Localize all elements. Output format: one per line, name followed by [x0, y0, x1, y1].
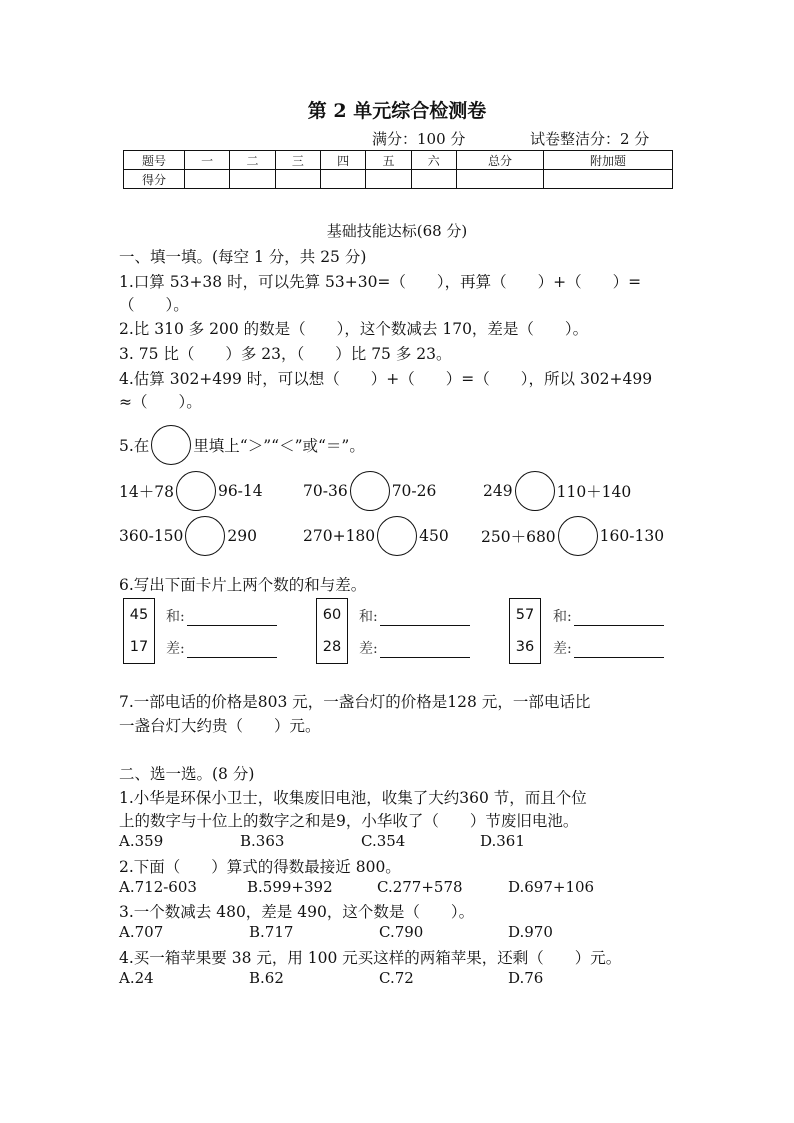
choice-2: 2.下面（ ）算式的得数最接近 800。 — [119, 858, 401, 876]
score-cell[interactable] — [456, 170, 543, 189]
score-cell[interactable] — [275, 170, 320, 189]
option[interactable]: A.712-603 — [119, 878, 197, 896]
diff-blank[interactable] — [166, 638, 277, 658]
number-card — [316, 598, 348, 664]
score-cell[interactable] — [411, 170, 456, 189]
compare-item — [119, 471, 263, 511]
question-4-line-1: 4.估算 302+499 时，可以想（ ）+（ ）=（ ），所以 302+499 — [119, 370, 653, 388]
sum-label: 和: — [166, 609, 185, 625]
compare-left: 250＋680 — [481, 528, 556, 546]
clean-score: 试卷整洁分：2 分 — [530, 130, 650, 148]
diff-label: 差: — [166, 641, 185, 657]
choice-1-line-1: 1.小华是环保小卫士，收集废旧电池，收集了大约360 节，而且个位 — [119, 789, 587, 807]
number-card — [123, 598, 155, 664]
score-table-row — [124, 170, 673, 189]
option[interactable]: D.76 — [508, 969, 544, 987]
compare-right: 160-130 — [599, 527, 665, 545]
part2-heading: 二、选一选。(8 分) — [119, 765, 255, 783]
score-cell[interactable] — [185, 170, 230, 189]
compare-answer-circle[interactable] — [350, 471, 390, 511]
option[interactable]: B.717 — [249, 923, 294, 941]
sum-label: 和: — [553, 609, 572, 625]
compare-right: 110＋140 — [556, 483, 632, 501]
option[interactable]: C.72 — [379, 969, 414, 987]
score-header-cell: 题号 — [124, 151, 185, 170]
compare-answer-circle[interactable] — [515, 471, 555, 511]
compare-left: 249 — [483, 482, 513, 500]
compare-left: 70-36 — [303, 482, 348, 500]
compare-item — [481, 516, 664, 556]
compare-answer-circle[interactable] — [185, 516, 225, 556]
option[interactable]: A.24 — [119, 969, 154, 987]
question-1-line-2: （ ）。 — [119, 296, 189, 314]
question-1-line-1: 1.口算 53+38 时，可以先算 53+30=（ ），再算（ ）+（ ）= — [119, 273, 642, 291]
option[interactable]: D.970 — [508, 923, 553, 941]
option[interactable]: C.354 — [361, 832, 406, 850]
sum-blank[interactable] — [359, 606, 470, 626]
score-header-cell: 一 — [185, 151, 230, 170]
score-header-cell: 三 — [275, 151, 320, 170]
compare-right: 96-14 — [217, 482, 263, 500]
compare-left: 360-150 — [119, 527, 184, 545]
choice-4: 4.买一箱苹果要 38 元，用 100 元买这样的两箱苹果，还剩（ ）元。 — [119, 949, 622, 967]
option[interactable]: A.359 — [119, 832, 164, 850]
compare-answer-circle[interactable] — [176, 471, 216, 511]
compare-answer-circle[interactable] — [377, 516, 417, 556]
score-header-cell: 附加题 — [544, 151, 673, 170]
question-2: 2.比 310 多 200 的数是（ ），这个数减去 170，差是（ ）。 — [119, 320, 589, 338]
compare-left: 14＋78 — [119, 483, 174, 501]
diff-label: 差: — [553, 641, 572, 657]
number-card — [509, 598, 541, 664]
compare-right: 290 — [227, 527, 258, 545]
page-title: 第 2 单元综合检测卷 — [307, 100, 487, 122]
score-header-cell: 六 — [411, 151, 456, 170]
option[interactable]: B.599+392 — [247, 878, 333, 896]
option[interactable]: D.697+106 — [508, 878, 595, 896]
choice-3: 3.一个数减去 480，差是 490，这个数是（ ）。 — [119, 903, 475, 921]
diff-blank[interactable] — [359, 638, 470, 658]
score-header-cell: 四 — [320, 151, 365, 170]
question-4-line-2: ≈（ ）。 — [119, 393, 202, 411]
score-table-header-row — [124, 151, 673, 170]
card-bottom-number: 17 — [129, 639, 149, 655]
option[interactable]: A.707 — [119, 923, 164, 941]
compare-item — [303, 471, 436, 511]
option[interactable]: D.361 — [480, 832, 525, 850]
question-3: 3. 75 比（ ）多 23，（ ）比 75 多 23。 — [119, 345, 452, 363]
comparison-circle-icon — [151, 425, 191, 465]
full-score: 满分：100 分 — [372, 130, 466, 148]
question-7-line-2: 一盏台灯大约贵（ ）元。 — [119, 717, 321, 735]
score-cell[interactable] — [366, 170, 411, 189]
option[interactable]: B.363 — [240, 832, 285, 850]
part1-heading: 一、填一填。(每空 1 分，共 25 分) — [119, 248, 367, 266]
card-bottom-number: 28 — [322, 639, 342, 655]
compare-item — [119, 516, 257, 556]
question-5 — [119, 425, 365, 465]
question-5-instruction: 里填上“＞”“＜”或“＝”。 — [193, 437, 365, 455]
sum-blank[interactable] — [166, 606, 277, 626]
compare-item — [483, 471, 631, 511]
diff-label: 差: — [359, 641, 378, 657]
question-7-line-1: 7.一部电话的价格是803 元，一盏台灯的价格是128 元，一部电话比 — [119, 693, 591, 711]
option[interactable]: C.790 — [379, 923, 424, 941]
option[interactable]: C.277+578 — [377, 878, 463, 896]
card-top-number: 60 — [322, 607, 342, 623]
sum-blank[interactable] — [553, 606, 664, 626]
compare-right: 70-26 — [391, 482, 437, 500]
score-cell[interactable] — [320, 170, 365, 189]
option[interactable]: B.62 — [249, 969, 284, 987]
compare-right: 450 — [419, 527, 449, 545]
score-header-cell: 五 — [366, 151, 411, 170]
score-row-label: 得分 — [124, 170, 185, 189]
choice-1-line-2: 上的数字与十位上的数字之和是9，小华收了（ ）节废旧电池。 — [119, 812, 579, 830]
card-top-number: 57 — [515, 607, 535, 623]
card-bottom-number: 36 — [515, 639, 535, 655]
score-header-cell: 总分 — [456, 151, 543, 170]
question-5-prefix: 5.在 — [119, 437, 150, 455]
sum-label: 和: — [359, 609, 378, 625]
section-heading: 基础技能达标(68 分) — [326, 222, 468, 240]
compare-left: 270+180 — [303, 527, 376, 545]
score-cell[interactable] — [230, 170, 275, 189]
question-6: 6.写出下面卡片上两个数的和与差。 — [119, 576, 367, 594]
score-table — [123, 150, 673, 189]
compare-answer-circle[interactable] — [558, 516, 598, 556]
card-top-number: 45 — [129, 607, 149, 623]
score-cell[interactable] — [544, 170, 673, 189]
diff-blank[interactable] — [553, 638, 664, 658]
compare-item — [303, 516, 449, 556]
score-header-cell: 二 — [230, 151, 275, 170]
